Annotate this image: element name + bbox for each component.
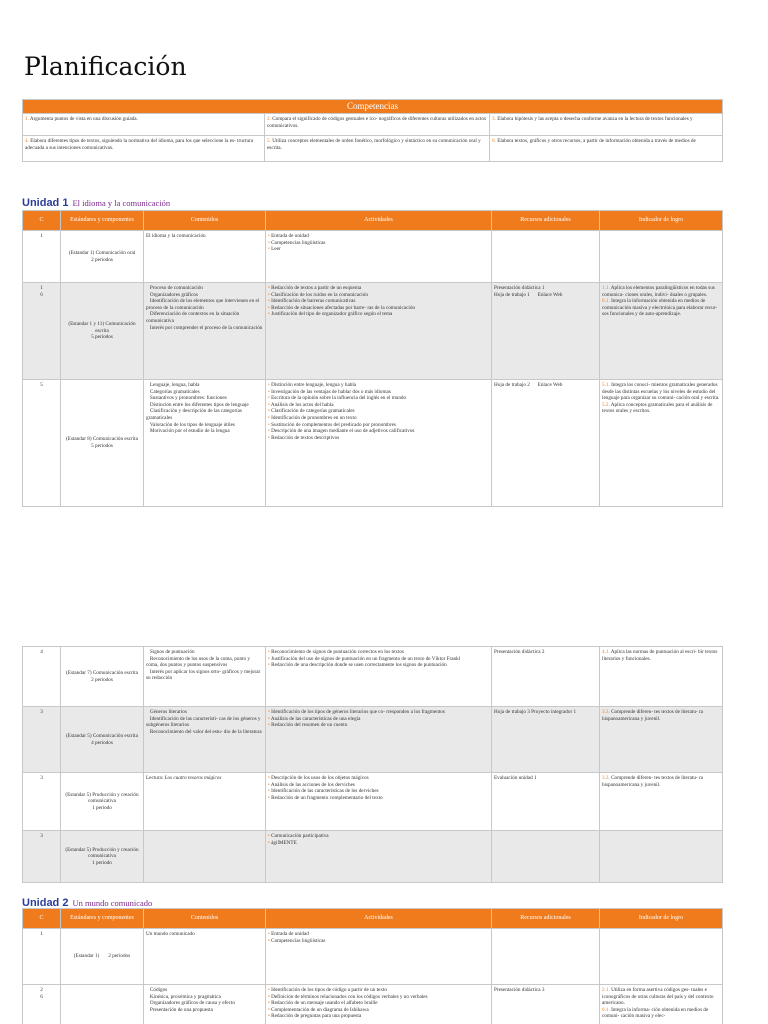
- logro-text: Integra la información obtenida en medios de comunicación masiva y electrónica para elaborar recur- sos funcionales y de auto-aprendizaje.: [602, 298, 718, 318]
- actividad-item: • Clasificación de categorías gramaticales: [268, 408, 489, 415]
- cell-c: [23, 929, 61, 985]
- actividad-item: • Competencias lingüísticas: [268, 240, 489, 247]
- logro-item: [602, 709, 720, 722]
- header-estandares: Estándares y componentes: [61, 909, 144, 929]
- logro-number: 5.2.: [602, 401, 610, 408]
- cell-recursos: [492, 929, 600, 985]
- logro-text: Comprende diferen- tes textos de literatu- ra hispanoamericana y juvenil.: [602, 709, 703, 722]
- header-actividades: Actividades: [266, 211, 492, 231]
- cell-c: [23, 773, 61, 831]
- cell-contenidos: [144, 231, 266, 283]
- contenido-prefix: Lectura:: [146, 775, 165, 781]
- estandar-text: (Estandar 7) Comunicación escrita 2 periodos: [66, 669, 138, 683]
- cell-contenidos: [144, 380, 266, 507]
- recursos-text: Hoja de trabajo 2 Enlace Web: [494, 382, 563, 388]
- cell-c: [23, 380, 61, 507]
- contenidos-text: Géneros literarios Identificación de las característi- cas de los géneros y subgéneros literarios Reconocimiento del valor del estu- dio de la literatura: [146, 709, 262, 735]
- actividad-item: • Descripción de los usos de los objetos mágicos: [268, 775, 489, 782]
- logro-number: 5.1.: [602, 382, 610, 388]
- cell-estandar: [61, 707, 144, 773]
- competencia-text: Elabora hipótesis y las acepta o desecha conforme avanza en la lectura de textos funcionales y: [495, 116, 693, 122]
- cell-estandar: [61, 647, 144, 707]
- actividad-item: • Identificación de los tipos de código a partir de un texto: [268, 987, 489, 994]
- actividad-item: • Entrada de unidad: [268, 233, 489, 240]
- actividad-item: • Leer: [268, 246, 489, 253]
- actividad-item: • Redacción de una descripción donde se usen correctamente los signos de puntuación: [268, 662, 489, 669]
- unit2-label: Unidad 2: [22, 897, 69, 909]
- logro-text: Integra los conoci- mientos gramaticales generados desde las distintas escuelas y los niveles de estudio del lenguaje para organizar su comuni- cación oral y escrita.: [602, 382, 720, 402]
- estandar-text: (Estandar 1) 2 periodos: [73, 953, 131, 960]
- estandar-text: (Estandar 5) Comunicación escrita 4 periodos: [66, 732, 138, 746]
- estandar-text: (Estandar 5) Producción y creación comunicativa 1 periodo: [65, 846, 139, 866]
- logro-item: [602, 402, 720, 415]
- header-actividades: Actividades: [266, 909, 492, 929]
- competencia-text: Argumenta puntos de vista en una discusión guiada.: [28, 116, 138, 122]
- recursos-text: Evaluación unidad 1: [494, 775, 537, 781]
- cell-c: [23, 647, 61, 707]
- header-logro: Indicador de logro: [600, 211, 723, 231]
- cell-estandar: [61, 985, 144, 1024]
- actividad-item: • Justificación del tipo de organizador gráfico según el tema: [268, 311, 489, 318]
- competencia-text: Utiliza conceptos elementales de orden fonético, morfológico y sintáctico en su comunicación oral y escrita.: [267, 138, 481, 151]
- competencias-table: [22, 99, 723, 162]
- cell-actividades: [266, 283, 492, 380]
- competencia-number: 3.: [492, 116, 496, 122]
- actividad-item: • Identificación de las características de los derviches: [268, 788, 489, 795]
- contenidos-text: Lenguaje, lengua, habla Categorías gramaticales Sustantivos y pronombres: funciones Distinción entre los diferentes tipos de lenguaje Clasificación y descripción de las categorías gramaticales Valoración de los tipos de lenguaje útiles Motivación por el estudio de la lengua: [146, 382, 249, 435]
- cell-contenidos: [144, 647, 266, 707]
- contenidos-text: Códigos Kinésica, proxémica y pragmática Organizadores gráficos de causa y efecto Presentación de una propuesta: [149, 987, 235, 1013]
- competencia-text: Elabora textos, gráficos y otros recursos, a partir de información obtenida a través de medios de: [495, 138, 696, 144]
- competencia-text: Compara el significado de códigos gestuales e ico- nográficos de diferentes culturas utilizados en actos comunicativos.: [267, 116, 486, 129]
- cell-actividades: [266, 985, 492, 1024]
- unit1-table: [22, 210, 723, 507]
- competencias-header: Competencias: [23, 100, 723, 114]
- cell-logro: [600, 283, 723, 380]
- logro-text: Integra la informa- ción obtenida en medios de comuni- cación masiva y elec-: [602, 1006, 709, 1020]
- recursos-text: Presentación didáctica 3: [494, 987, 545, 993]
- contenidos-text: Proceso de comunicación Organizadores gráficos Identificación de los elementos que intervienen en el proceso de la comunicación Diferenciación de contextos en la situación comunicativa Interés por comprender el proceso de la comunicación: [146, 285, 263, 331]
- competencia-number: 4.: [25, 138, 29, 144]
- actividad-item: • Redacción de un fragmento complementario del texto: [268, 795, 489, 802]
- cell-actividades: [266, 773, 492, 831]
- logro-number: 3.3.: [602, 709, 610, 715]
- competencia-number: 5.: [267, 138, 271, 144]
- competencia-cell: [23, 136, 265, 162]
- c-value: 2 6: [40, 987, 43, 1000]
- actividad-item: • Análisis de las acciones de los derviches: [268, 782, 489, 789]
- actividad-item: • Redacción del resumen de un cuento: [268, 722, 489, 729]
- actividad-item: • Identificación de los tipos de géneros literarios que co- rresponden a los fragmentos: [268, 709, 489, 716]
- table-row: [23, 831, 723, 883]
- competencia-number: 6.: [492, 138, 496, 144]
- competencias-row: [23, 136, 723, 162]
- cell-estandar: [61, 283, 144, 380]
- logro-item: [602, 1007, 720, 1020]
- logro-number: 3.3.: [602, 775, 610, 781]
- actividad-item: • Redacción de preguntas para una propuesta: [268, 1013, 489, 1020]
- recursos-text: Hoja de trabajo 3 Proyecto integrador 1: [494, 709, 577, 715]
- header-recursos: Recursos adicionales: [492, 211, 600, 231]
- actividad-item: • Identificación de pronombres en un texto: [268, 415, 489, 422]
- actividad-item: • Complementación de un diagrama de Ishikawa: [268, 1007, 489, 1014]
- actividad-item: • Redacción de situaciones afectadas por barre- ras de la comunicación: [268, 305, 489, 312]
- table-row: [23, 380, 723, 507]
- logro-number: 6.1.: [602, 298, 610, 305]
- cell-c: [23, 707, 61, 773]
- c-value: 4: [40, 649, 43, 655]
- cell-c: [23, 831, 61, 883]
- estandar-text: (Estandar 1 y 11) Comunicación escrita 5 periodos: [68, 321, 136, 341]
- competencia-cell: [490, 136, 723, 162]
- cell-contenidos: [144, 773, 266, 831]
- actividad-item: • Sustitución de complementos del predicado por pronombres: [268, 422, 489, 429]
- cell-estandar: [61, 831, 144, 883]
- logro-number: 2.1.: [602, 987, 610, 993]
- competencia-cell: [23, 114, 265, 136]
- cell-logro: [600, 985, 723, 1024]
- logro-item: [602, 649, 720, 662]
- cell-estandar: [61, 929, 144, 985]
- logro-item: [602, 382, 720, 402]
- cell-estandar: [61, 380, 144, 507]
- actividad-item: • Redacción de un mensaje usando el alfabeto braille: [268, 1000, 489, 1007]
- recursos-text: Presentación didáctica 2: [494, 649, 545, 655]
- competencia-cell: [265, 136, 490, 162]
- cell-logro: [600, 707, 723, 773]
- unit1-continuation-table: [22, 646, 723, 883]
- table-header-row: [23, 211, 723, 231]
- logro-text: Utiliza en forma asertiva códigos ges- tuales e iconográficos de otras culturas del país y del contexto americano.: [602, 987, 714, 1007]
- logro-text: Aplica los elementos paralingüísticos en todas sus comunica- ciones orales, indivi- duales o grupales.: [602, 285, 715, 298]
- actividad-item: • Redacción de textos descriptivos: [268, 435, 489, 442]
- estandar-text: (Estandar 1) Comunicación oral 2 periodos: [68, 249, 136, 263]
- actividad-item: • ágilMENTE: [268, 840, 489, 847]
- cell-logro: [600, 773, 723, 831]
- competencias-row: [23, 114, 723, 136]
- actividad-item: • Análisis de los actos del habla: [268, 402, 489, 409]
- actividad-item: • Investigación de las ventajas de hablar dos o más idiomas: [268, 389, 489, 396]
- recursos-text: Presentación didáctica 1 Hoja de trabajo 1 Enlace Web: [494, 285, 563, 298]
- competencia-cell: [265, 114, 490, 136]
- cell-logro: [600, 831, 723, 883]
- actividad-item: • Distinción entre lenguaje, lengua y habla: [268, 382, 489, 389]
- cell-logro: [600, 647, 723, 707]
- c-value: 3: [40, 709, 43, 715]
- cell-recursos: [492, 707, 600, 773]
- contenido-title: Los cuatro tesoros mágicos: [164, 775, 222, 781]
- actividad-item: • Escritura de la opinión sobre la influencia del inglés en el mundo: [268, 395, 489, 402]
- actividad-item: • Redacción de textos a partir de un esquema: [268, 285, 489, 292]
- cell-contenidos: [144, 985, 266, 1024]
- actividad-item: • Definición de términos relacionados con los códigos verbales y no verbales: [268, 994, 489, 1001]
- actividad-item: • Justificación del uso de signos de puntuación en un fragmento de un texto de Víktor Frankl: [268, 656, 489, 663]
- cell-c: [23, 231, 61, 283]
- estandar-text: (Estandar 5) Producción y creación comunicativa 1 periodo: [65, 791, 139, 811]
- competencia-number: 1.: [25, 116, 29, 122]
- unit1-name: El idioma y la comunicación: [72, 198, 171, 208]
- cell-actividades: [266, 831, 492, 883]
- table-row: [23, 231, 723, 283]
- cell-contenidos: [144, 283, 266, 380]
- table-row: [23, 929, 723, 985]
- actividad-item: • Análisis de las características de una elegía: [268, 716, 489, 723]
- actividad-item: • Entrada de unidad: [268, 931, 489, 938]
- cell-c: [23, 283, 61, 380]
- competencia-number: 2.: [267, 116, 271, 122]
- cell-estandar: [61, 773, 144, 831]
- header-contenidos: Contenidos: [144, 909, 266, 929]
- logro-item: [602, 298, 720, 318]
- table-row: [23, 773, 723, 831]
- competencia-text: Elabora diferentes tipos de textos, siguiendo la normativa del idioma, para los que seleccione la es- tructura adecuada a sus intenciones comunicativas.: [25, 138, 254, 151]
- unit1-heading: [22, 193, 170, 211]
- cell-contenidos: [144, 929, 266, 985]
- cell-estandar: [61, 231, 144, 283]
- logro-item: [602, 285, 720, 298]
- actividad-item: • Clasificación de los ruidos en la comunicación: [268, 292, 489, 299]
- logro-item: [602, 775, 720, 788]
- actividad-item: • Comunicación participativa: [268, 833, 489, 840]
- actividad-item: • Competencias lingüísticas: [268, 938, 489, 945]
- cell-actividades: [266, 929, 492, 985]
- header-recursos: Recursos adicionales: [492, 909, 600, 929]
- unit1-label: Unidad 1: [22, 197, 69, 209]
- logro-number: 6.1.: [602, 1006, 610, 1013]
- actividad-item: • Identificación de barreras comunicativas: [268, 298, 489, 305]
- cell-recursos: [492, 380, 600, 507]
- cell-logro: [600, 380, 723, 507]
- table-header-row: [23, 909, 723, 929]
- table-row: [23, 985, 723, 1024]
- table-row: [23, 707, 723, 773]
- cell-logro: [600, 231, 723, 283]
- logro-text: Comprende diferen- tes textos de literatu- ra hispanoamericana y juvenil.: [602, 775, 703, 788]
- contenidos-text: Signos de puntuación Reconocimiento de los usos de la coma, punto y coma, dos puntos y puntos suspensivos Interés por aplicar los signos orto- gráficos y mejorar su redacción: [146, 649, 261, 682]
- contenidos-text: Un mundo comunicado: [146, 931, 195, 937]
- c-value: 1: [40, 931, 43, 937]
- cell-logro: [600, 929, 723, 985]
- cell-recursos: [492, 773, 600, 831]
- cell-actividades: [266, 380, 492, 507]
- table-row: [23, 647, 723, 707]
- c-value: 1 6: [40, 285, 43, 298]
- cell-recursos: [492, 831, 600, 883]
- table-row: [23, 283, 723, 380]
- header-estandares: Estándares y componentes: [61, 211, 144, 231]
- cell-contenidos: [144, 831, 266, 883]
- header-c: C: [23, 211, 61, 231]
- c-value: 3: [40, 833, 43, 839]
- unit2-name: Un mundo comunicado: [72, 898, 153, 908]
- cell-recursos: [492, 985, 600, 1024]
- c-value: 3: [40, 775, 43, 781]
- c-value: 5: [40, 382, 43, 388]
- contenidos-text: El idioma y la comunicación: [146, 233, 206, 239]
- cell-recursos: [492, 647, 600, 707]
- page-title: Planificación: [24, 52, 187, 81]
- header-logro: Indicador de logro: [600, 909, 723, 929]
- logro-number: 1.1.: [602, 285, 610, 291]
- logro-text: Aplica conceptos gramaticales para el análisis de textos orales y escritos.: [602, 401, 713, 415]
- cell-recursos: [492, 231, 600, 283]
- logro-text: Aplica las normas de puntuación al escri- bir textos literarios y funcionales.: [602, 649, 718, 662]
- competencia-cell: [490, 114, 723, 136]
- actividad-item: • Descripción de una imagen mediante el uso de adjetivos calificativos: [268, 428, 489, 435]
- logro-number: 4.1.: [602, 649, 610, 655]
- c-value: 1: [40, 233, 43, 239]
- header-contenidos: Contenidos: [144, 211, 266, 231]
- header-c: C: [23, 909, 61, 929]
- cell-recursos: [492, 283, 600, 380]
- cell-actividades: [266, 647, 492, 707]
- cell-c: [23, 985, 61, 1024]
- actividad-item: • Reconocimiento de signos de puntuación correctos en los textos: [268, 649, 489, 656]
- logro-item: [602, 987, 720, 1007]
- estandar-text: (Estandar 8) Comunicación escrita 5 periodos: [66, 436, 138, 449]
- cell-contenidos: [144, 707, 266, 773]
- cell-actividades: [266, 707, 492, 773]
- cell-actividades: [266, 231, 492, 283]
- unit2-table: [22, 908, 723, 1024]
